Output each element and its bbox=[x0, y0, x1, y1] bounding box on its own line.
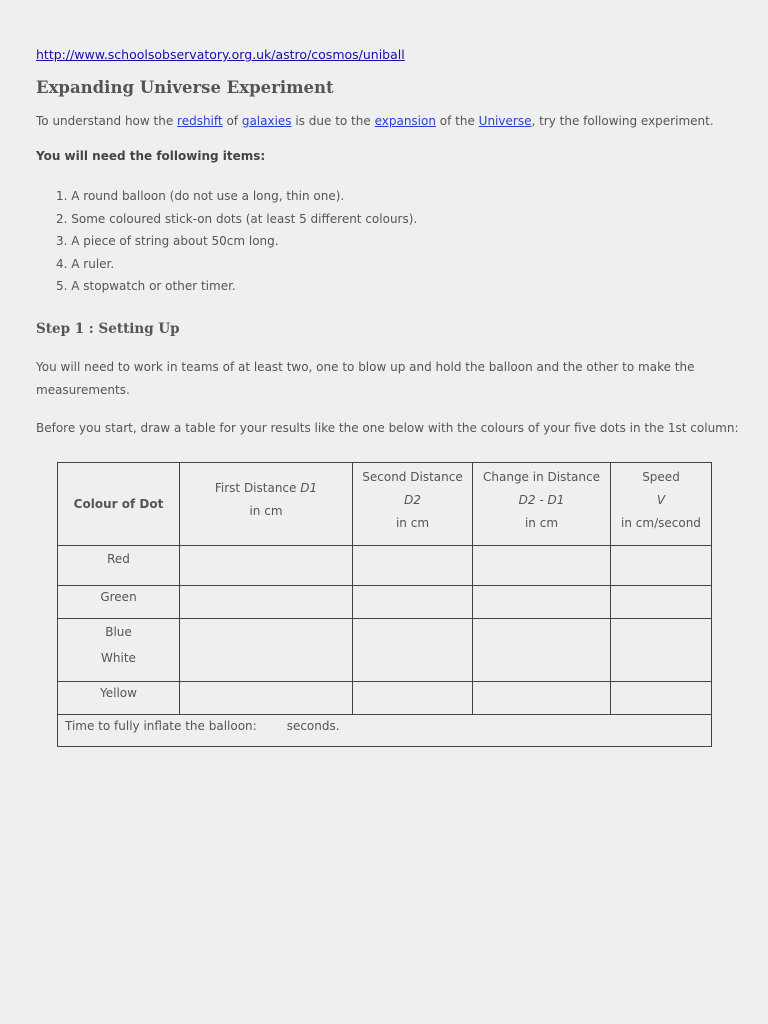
table-footer-row bbox=[58, 715, 712, 747]
intro-text: of the bbox=[435, 114, 479, 128]
table-cell bbox=[353, 682, 473, 715]
list-item: 1. A round balloon (do not use a long, thin one). bbox=[56, 189, 345, 203]
row-label-blue: Blue bbox=[105, 625, 132, 639]
items-heading: You will need the following items: bbox=[36, 149, 266, 163]
step1-heading: Step 1 : Setting Up bbox=[36, 321, 180, 337]
row-label-green: Green bbox=[58, 586, 180, 619]
table-row bbox=[58, 619, 712, 682]
inflate-time-unit: seconds. bbox=[286, 719, 340, 733]
table-row bbox=[58, 682, 712, 715]
header-unit: in cm bbox=[524, 516, 559, 530]
header-text: D2 bbox=[404, 493, 421, 507]
header-text: First Distance bbox=[214, 481, 301, 495]
table-header-row bbox=[58, 463, 712, 546]
items-list bbox=[56, 188, 417, 301]
table-cell bbox=[353, 586, 473, 619]
universe-link[interactable]: Universe bbox=[478, 114, 532, 128]
list-item: 2. Some coloured stick-on dots (at least 5 different colours). bbox=[56, 211, 418, 226]
row-label-white: White bbox=[101, 651, 136, 665]
list-item: 4. A ruler. bbox=[56, 256, 115, 271]
step1-paragraph: You will need to work in teams of at least two, one to blow up and hold the balloon and the other to make the measurements. bbox=[36, 360, 695, 397]
header-text: V bbox=[656, 493, 666, 507]
table-cell bbox=[180, 586, 353, 619]
table-row bbox=[58, 586, 712, 619]
header-text: Speed bbox=[642, 470, 680, 484]
row-label-red: Red bbox=[58, 546, 180, 586]
intro-text: , try the following experiment. bbox=[531, 114, 714, 128]
header-text: Change in Distance bbox=[483, 470, 600, 484]
galaxies-link[interactable]: galaxies bbox=[241, 114, 292, 128]
table-cell bbox=[611, 682, 712, 715]
source-url-link[interactable]: http://www.schoolsobservatory.org.uk/astro/cosmos/uniball bbox=[36, 47, 405, 62]
row-label-blue-white bbox=[58, 619, 180, 682]
header-second-distance bbox=[353, 463, 473, 546]
header-change-in-distance bbox=[473, 463, 611, 546]
table-cell bbox=[353, 619, 473, 682]
step1-instruction: Before you start, draw a table for your results like the one below with the colours of your five dots in the 1st column: bbox=[36, 421, 739, 435]
header-colour-of-dot: Colour of Dot bbox=[58, 463, 180, 546]
header-unit: in cm bbox=[249, 504, 283, 518]
table-cell bbox=[180, 546, 353, 586]
table-cell bbox=[473, 682, 611, 715]
intro-text: is due to the bbox=[291, 114, 375, 128]
table-cell bbox=[473, 619, 611, 682]
header-unit: in cm/second bbox=[621, 516, 701, 530]
header-text: D1 bbox=[300, 481, 318, 495]
table-cell bbox=[611, 546, 712, 586]
intro-paragraph bbox=[36, 114, 714, 128]
header-unit: in cm bbox=[395, 516, 430, 530]
page-title: Expanding Universe Experiment bbox=[36, 78, 334, 97]
list-item: 3. A piece of string about 50cm long. bbox=[56, 234, 279, 249]
results-table bbox=[57, 462, 712, 747]
table-cell bbox=[473, 546, 611, 586]
inflate-time-cell bbox=[58, 715, 712, 747]
expansion-link[interactable]: expansion bbox=[374, 114, 436, 128]
intro-text: To understand how the bbox=[36, 114, 178, 128]
table-cell bbox=[180, 619, 353, 682]
table-cell bbox=[473, 586, 611, 619]
table-cell bbox=[611, 586, 712, 619]
table-row bbox=[58, 546, 712, 586]
header-text: Second Distance bbox=[362, 470, 463, 484]
table-cell bbox=[180, 682, 353, 715]
redshift-link[interactable]: redshift bbox=[177, 114, 223, 128]
header-first-distance bbox=[180, 463, 353, 546]
row-label-yellow: Yellow bbox=[58, 682, 180, 715]
table-cell bbox=[611, 619, 712, 682]
header-speed bbox=[611, 463, 712, 546]
intro-text: of bbox=[222, 114, 242, 128]
inflate-time-label: Time to fully inflate the balloon: bbox=[65, 719, 257, 733]
table-cell bbox=[353, 546, 473, 586]
header-text: D2 - D1 bbox=[518, 493, 565, 507]
list-item: 5. A stopwatch or other timer. bbox=[56, 279, 236, 294]
